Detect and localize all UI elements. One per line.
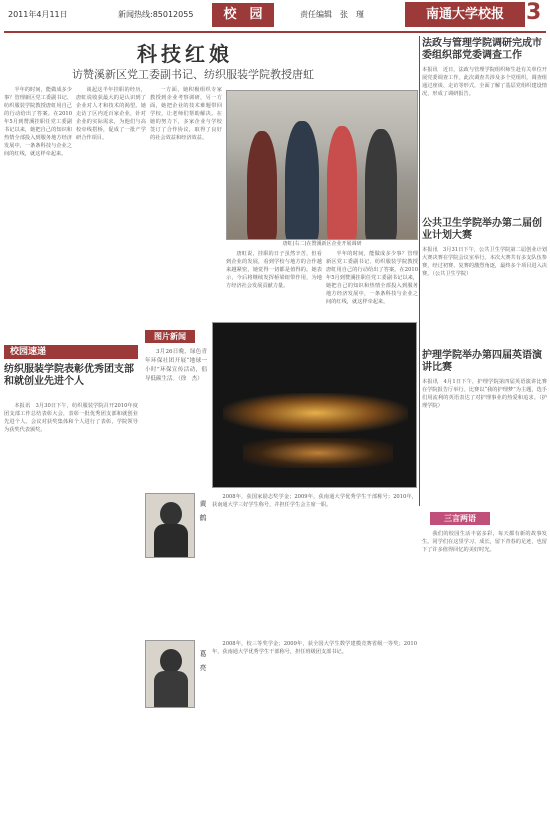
header-rule	[4, 31, 546, 33]
feature-paragraph: 半年的时间，能做成多少事？管理新区党工委副书记、纺织服装学院教授唐虹用自己的行动给出了答案。在2010年5月到赞溪挂职任党工委副书记以来，她把自己的知识和热情全部投入到服务地方经济发展中，一条条科技与企业之间的红线，就这样牵起来。	[326, 251, 418, 305]
page-number: 3	[526, 0, 542, 25]
corner-text	[422, 530, 547, 805]
person-figure	[285, 121, 319, 240]
profile-text-2	[212, 640, 417, 805]
news-text-2: 本报讯 3月31日下午，公共卫生学院第二届创业计划大赛决赛在学院会议室举行。本次大赛共有多支队伍参赛，经过初赛、复赛的激烈角逐，最终多个项目进入决赛。（公共卫生学院）	[422, 247, 547, 277]
profile-body	[154, 671, 188, 708]
profile-text-1	[212, 493, 417, 633]
column-divider	[419, 36, 420, 506]
feature-column-4	[226, 250, 322, 320]
news-title-2: 公共卫生学院举办第二届创业计划大赛	[422, 218, 542, 241]
campus-news-paragraph: 本报讯 3月30日下午，纺织服装学院召开2010年度团支部工作总结表彰大会，表彰一批优秀团支部和就创业先进个人。会议对获奖集体和个人进行了表彰，学院领导为获奖代表颁奖。	[4, 403, 138, 433]
news-title-1: 法政与管理学院调研完成市委组织部党委调查工作	[422, 38, 542, 61]
editor-credit: 责任编辑 张 瑾	[300, 10, 364, 19]
profile-name-1: 黄 鹤	[199, 500, 207, 521]
person-figure	[247, 131, 277, 240]
person-figure	[327, 126, 357, 240]
profile-name-2: 葛 亮	[199, 650, 207, 671]
profile-photo-2	[145, 640, 195, 708]
feature-column-2	[76, 86, 146, 336]
corner-paragraph: 我们的校园生活丰富多彩，每天都有新的故事发生。同学们在这里学习、成长，留下青春的足迹，也留下了许多值得回忆的美好时光。	[422, 531, 547, 553]
feature-column-3	[150, 86, 222, 336]
profile-paragraph: 2008年，校三等奖学金；2009年，获全国大学生数学建模竞赛省级一等奖；2010年，获南通大学优秀学生干部称号，担任班级团支部书记。	[212, 641, 417, 655]
corner-tag: 三言两语	[430, 512, 490, 525]
feature-paragraph: 一方面，她积极组织专家教授到企业考察调研，另一方面，她把企业的技术难题带回学校，让老师们帮助解决。在她的努力下，多家企业与学校签订了合作协议，取得了良好的社会效益和经济效益。	[150, 87, 222, 141]
photo-news-text: 3月26日晚，绿色青年环保社团开展“地球一小时”环保宣传活动，倡导低碳生活。（徐 杰）	[145, 349, 207, 382]
news-hotline: 新闻热线:85012055	[118, 10, 194, 19]
candle-lights	[243, 438, 393, 468]
campus-news-text	[4, 402, 138, 802]
news-title-3: 护理学院举办第四届英语演讲比赛	[422, 350, 542, 373]
feature-subtitle: 访赞溪新区党工委副书记、纺织服装学院教授唐虹	[72, 68, 314, 81]
issue-date: 2011年4月11日	[8, 10, 68, 19]
campus-news-header: 校园速递	[4, 345, 138, 359]
masthead: 南通大学校报	[405, 2, 525, 27]
profile-head	[160, 502, 182, 526]
page-header	[0, 0, 550, 30]
news-text-3: 本报讯 4月1日下午，护理学院第四届英语演讲比赛在学院报告厅举行。比赛以“我的护理梦”为主题，选手们用流利的英语表达了对护理事业的热爱和追求。（护理学院）	[422, 379, 547, 409]
candle-lights	[223, 393, 408, 433]
person-figure	[365, 129, 397, 240]
feature-photo-caption: 唐虹(右二)在赞溪新区企业开展调研	[282, 241, 362, 247]
profile-photo-1	[145, 493, 195, 558]
profile-paragraph: 2008年，获国家励志奖学金；2009年，获南通大学优秀学生干部称号；2010年，获南通大学三好学生称号，并担任学生会主席一职。	[212, 494, 417, 508]
feature-paragraph: 谈起这半年挂职的经历，唐虹说收获最大的是认识到了企业对人才和技术的渴望。她走访了区内近百家企业，针对企业的实际需求，为他们与高校牵线搭桥，促成了一批产学研合作项目。	[76, 87, 146, 141]
photo-news-caption	[145, 348, 207, 438]
section-tab: 校 园	[212, 3, 274, 27]
feature-photo	[226, 90, 418, 240]
feature-column-5	[326, 250, 418, 320]
news-text-1: 本报讯 近日，法政与管理学院组织师生赴有关单位开展党委调查工作。此次调查共涉及多个党组织，调查组通过座谈、走访等形式，全面了解了基层党组织建设情况，形成了调研报告。	[422, 67, 547, 97]
feature-paragraph: 唐虹说，挂职的日子虽然辛苦，但看到企业的发展，看到学校与地方的合作越来越紧密，她觉得一切都是值得的。她表示，今后将继续发挥桥梁纽带作用，为地方经济社会发展贡献力量。	[226, 251, 322, 289]
night-photo	[212, 322, 417, 488]
feature-paragraph: 半年的时间，能做成多少事？管理新区党工委副书记、纺织服装学院教授唐虹用自己的行动给出了答案。在2010年5月到赞溪挂职任党工委副书记以来，她把自己的知识和热情全部投入到服务地方经济发展中，一条条科技与企业之间的红线，就这样牵起来。	[4, 87, 72, 157]
profile-body	[154, 524, 188, 558]
feature-column-1	[4, 86, 72, 336]
feature-title: 科技红娘	[137, 42, 233, 66]
profile-head	[160, 649, 182, 673]
campus-news-title: 纺织服装学院表彰优秀团支部和就创业先进个人	[4, 364, 134, 387]
photo-news-tag: 图片新闻	[145, 330, 195, 343]
